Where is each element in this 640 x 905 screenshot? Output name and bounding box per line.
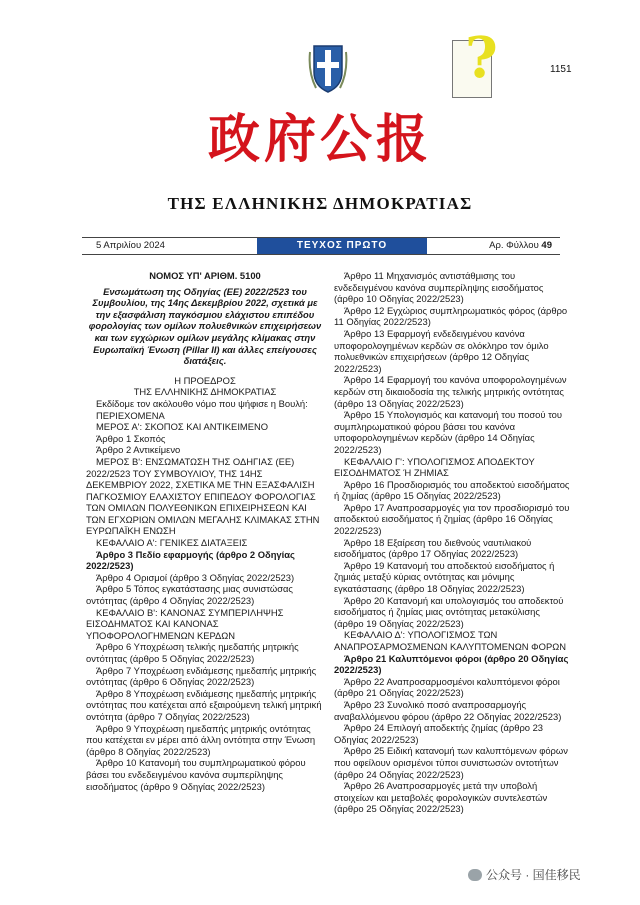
- toc-entry: ΜΕΡΟΣ Β': ΕΝΣΩΜΑΤΩΣΗ ΤΗΣ ΟΔΗΓΙΑΣ (ΕΕ) 2022/2523 ΤΟΥ ΣΥΜΒΟΥΛΙΟΥ, ΤΗΣ 14ΗΣ ΔΕΚΕΜΒΡΙΟΥ 2022, ΣΧΕΤΙΚΑ ΜΕ ΤΗΝ ΕΞΑΣΦΑΛΙΣΗ ΠΑΓΚΟΣΜΙΟΥ ΕΛΑΧΙΣΤΟΥ ΕΠΙΠΕΔΟΥ ΦΟΡΟΛΟΓΙΑΣ ΤΩΝ ΟΜΙΛΩΝ ΠΟΛΥΕΘΝΙΚΩΝ ΕΠΙΧΕΙΡΗΣΕΩΝ ΚΑΙ ΤΩΝ ΕΓΧΩΡΙΩΝ ΟΜΙΛΩΝ ΜΕΓΑΛΗΣ ΚΛΙΜΑΚΑΣ ΣΤΗΝ ΕΥΡΩΠΑΪΚΗ ΕΝΩΣΗ: [86, 455, 320, 537]
- toc-entry: Ενσωμάτωση της Οδηγίας (ΕΕ) 2022/2523 του Συμβουλίου, της 14ης Δεκεμβρίου 2022, σχετικά με την εξασφάλιση παγκόσμιου ελάχιστου επιπέδου φορολογίας των ομίλων πολυεθνικών επιχειρήσεων και των εγχώριων ομίλων μεγάλης κλίμακας στην Ευρωπαϊκή Ένωση (Pillar II) και άλλες επείγουσες διατάξεις.: [88, 285, 322, 367]
- toc-entry: Άρθρο 19 Κατανομή του αποδεκτού εισοδήματος ή ζημιάς μεταξύ κύριας οντότητας και μόνιμης εγκατάστασης (άρθρο 18 Οδηγίας 2022/2523): [334, 559, 555, 595]
- toc-entry: Άρθρο 23 Συνολικό ποσό αναπροσαρμογής αναβαλλόμενου φόρου (άρθρο 22 Οδηγίας 2022/2523): [334, 698, 562, 722]
- toc-entry: Εκδίδομε τον ακόλουθο νόμο που ψήφισε η Βουλή:: [96, 397, 308, 409]
- right-column: [334, 270, 570, 815]
- sheet-label: Αρ. Φύλλου: [489, 240, 539, 251]
- toc-entry: Άρθρο 3 Πεδίο εφαρμογής (άρθρο 2 Οδηγίας 2022/2523): [86, 548, 295, 572]
- toc-entry: Άρθρο 21 Καλυπτόμενοι φόροι (άρθρο 20 Οδηγίας 2022/2523): [334, 652, 569, 676]
- page-number: 1151: [550, 64, 572, 75]
- toc-entry: Άρθρο 16 Προσδιορισμός του αποδεκτού εισοδήματος ή ζημίας (άρθρο 15 Οδηγίας 2022/2523): [334, 478, 570, 502]
- toc-entry: Άρθρο 7 Υποχρέωση ενδιάμεσης ημεδαπής μητρικής οντότητας (άρθρο 6 Οδηγίας 2022/2523): [86, 664, 317, 688]
- toc-entry: Άρθρο 1 Σκοπός: [96, 432, 166, 444]
- toc-entry: Άρθρο 8 Υποχρέωση ενδιάμεσης ημεδαπής μητρικής οντότητας που κατέχεται από εξαιρούμενη τελική μητρική οντότητα (άρθρο 7 Οδηγίας 2022/2523): [86, 687, 322, 722]
- toc-entry: ΚΕΦΑΛΑΙΟ Γ': ΥΠΟΛΟΓΙΣΜΟΣ ΑΠΟΔΕΚΤΟΥ ΕΙΣΟΔΗΜΑΤΟΣ Ή ΖΗΜΙΑΣ: [334, 455, 535, 479]
- toc-entry: Άρθρο 14 Εφαρμογή του κανόνα υποφορολογημένων κερδών στη δικαιοδοσία της τελικής μητρικής οντότητας (άρθρο 13 Οδηγίας 2022/2523): [334, 374, 567, 409]
- toc-entry: ΝΟΜΟΣ ΥΠ' ΑΡΙΘΜ. 5100: [149, 270, 261, 281]
- wechat-watermark: [468, 866, 581, 883]
- toc-entry: Άρθρο 15 Υπολογισμός και κατανομή του ποσού του συμπληρωματικού φόρου βάσει του κανόνα υποφορολογημένων κερδών (άρθρο 14 Οδηγίας 2022/2523): [334, 409, 562, 455]
- issue-date: 5 Απριλίου 2024: [96, 240, 165, 251]
- watermark-text: 公众号 · 国佳移民: [486, 868, 581, 882]
- toc-entry: Άρθρο 22 Αναπροσαρμοσμένοι καλυπτόμενοι φόροι (άρθρο 21 Οδηγίας 2022/2523): [334, 675, 560, 699]
- toc-entry: Άρθρο 11 Μηχανισμός αντιστάθμισης του ενδεδειγμένου κανόνα συμπερίληψης εισοδήματος (άρθρο 10 Οδηγίας 2022/2523): [334, 270, 544, 305]
- toc-entry: Άρθρο 4 Ορισμοί (άρθρο 3 Οδηγίας 2022/2523): [96, 571, 295, 583]
- gazette-title: ΤΗΣ ΕΛΛΗΝΙΚΗΣ ΔΗΜΟΚΡΑΤΙΑΣ: [167, 194, 473, 213]
- greek-emblem-icon: [308, 42, 348, 96]
- toc-entry: ΠΕΡΙΕΧΟΜΕΝΑ: [96, 409, 165, 421]
- toc-entry: Άρθρο 6 Υποχρέωση τελικής ημεδαπής μητρικής οντότητας (άρθρο 5 Οδηγίας 2022/2523): [86, 641, 299, 664]
- toc-entry: Άρθρο 9 Υποχρέωση ημεδαπής μητρικής οντότητας που κατέχεται εν μέρει από άλλη οντότητα στην Ένωση (άρθρο 8 Οδηγίας 2022/2523): [86, 722, 316, 757]
- sheet-number-value: 49: [541, 240, 552, 251]
- issue-info-bar: [82, 237, 560, 255]
- toc-entry: Άρθρο 26 Αναπροσαρμογές μετά την υποβολή στοιχείων και μεταβολές φορολογικών συντελεστών (άρθρο 25 Οδηγίας 2022/2523): [334, 780, 548, 815]
- toc-entry: Άρθρο 17 Αναπροσαρμογές για τον προσδιορισμό του αποδεκτού εισοδήματος ή ζημίας (άρθρο 16 Οδηγίας 2022/2523): [334, 501, 570, 537]
- toc-entry: Άρθρο 2 Αντικείμενο: [96, 444, 181, 456]
- issue-label: ΤΕΥΧΟΣ ΠΡΩΤΟ: [257, 238, 427, 254]
- toc-entry: Άρθρο 13 Εφαρμογή ενδεδειγμένου κανόνα υποφορολογημένων κερδών σε ολόκληρο τον όμιλο πολυεθνικών επιχειρήσεων (άρθρο 12 Οδηγίας 2022/2523): [334, 327, 549, 374]
- toc-entry: Άρθρο 18 Εξαίρεση του διεθνούς ναυτιλιακού εισοδήματος (άρθρο 17 Οδηγίας 2022/2523): [334, 536, 532, 560]
- toc-entry: ΜΕΡΟΣ Α': ΣΚΟΠΟΣ ΚΑΙ ΑΝΤΙΚΕΙΜΕΝΟ: [96, 421, 269, 433]
- toc-entry: Η ΠΡΟΕΔΡΟΣ: [174, 374, 236, 386]
- toc-entry: ΤΗΣ ΕΛΛΗΝΙΚΗΣ ΔΗΜΟΚΡΑΤΙΑΣ: [133, 386, 277, 398]
- toc-entry: Άρθρο 24 Επιλογή αποδεκτής ζημίας (άρθρο 23 Οδηγίας 2022/2523): [334, 722, 544, 745]
- wechat-icon: [468, 869, 482, 881]
- toc-entry: Άρθρο 25 Ειδική κατανομή των καλυπτόμενων φόρων που οφείλουν ορισμένοι τύποι συνιστωσών οντοτήτων (άρθρο 24 Οδηγίας 2022/2523): [334, 745, 568, 780]
- toc-entry: Άρθρο 10 Κατανομή του συμπληρωματικού φόρου βάσει του ενδεδειγμένου κανόνα συμπερίληψης εισοδήματος (άρθρο 9 Οδηγίας 2022/2523): [86, 757, 306, 792]
- question-mark-icon: ?: [465, 25, 498, 91]
- toc-entry: Άρθρο 5 Τόπος εγκατάστασης μιας συνιστώσας οντότητας (άρθρο 4 Οδηγίας 2022/2523): [86, 583, 293, 607]
- toc-entry: ΚΕΦΑΛΑΙΟ Δ': ΥΠΟΛΟΓΙΣΜΟΣ ΤΩΝ ΑΝΑΠΡΟΣΑΡΜΟΣΜΕΝΩΝ ΚΑΛΥΠΤΟΜΕΝΩΝ ΦΟΡΩΝ: [334, 629, 566, 652]
- overlay-title: 政府公报: [207, 109, 432, 170]
- toc-entry: Άρθρο 20 Κατανομή και υπολογισμός του αποδεκτού εισοδήματος ή ζημίας μιας οντότητας μετακύλισης (άρθρο 19 Οδηγίας 2022/2523): [334, 594, 564, 629]
- toc-entry: ΚΕΦΑΛΑΙΟ Β': ΚΑΝΟΝΑΣ ΣΥΜΠΕΡΙΛΗΨΗΣ ΕΙΣΟΔΗΜΑΤΟΣ ΚΑΙ ΚΑΝΟΝΑΣ ΥΠΟΦΟΡΟΛΟΓΗΜΕΝΩΝ ΚΕΡΔΩΝ: [86, 606, 284, 641]
- toc-entry: Άρθρο 12 Εγχώριος συμπληρωματικός φόρος (άρθρο 11 Οδηγίας 2022/2523): [334, 304, 568, 328]
- sheet-number: [489, 240, 552, 251]
- toc-entry: ΚΕΦΑΛΑΙΟ Α': ΓΕΝΙΚΕΣ ΔΙΑΤΑΞΕΙΣ: [96, 537, 248, 549]
- left-column: [86, 270, 324, 792]
